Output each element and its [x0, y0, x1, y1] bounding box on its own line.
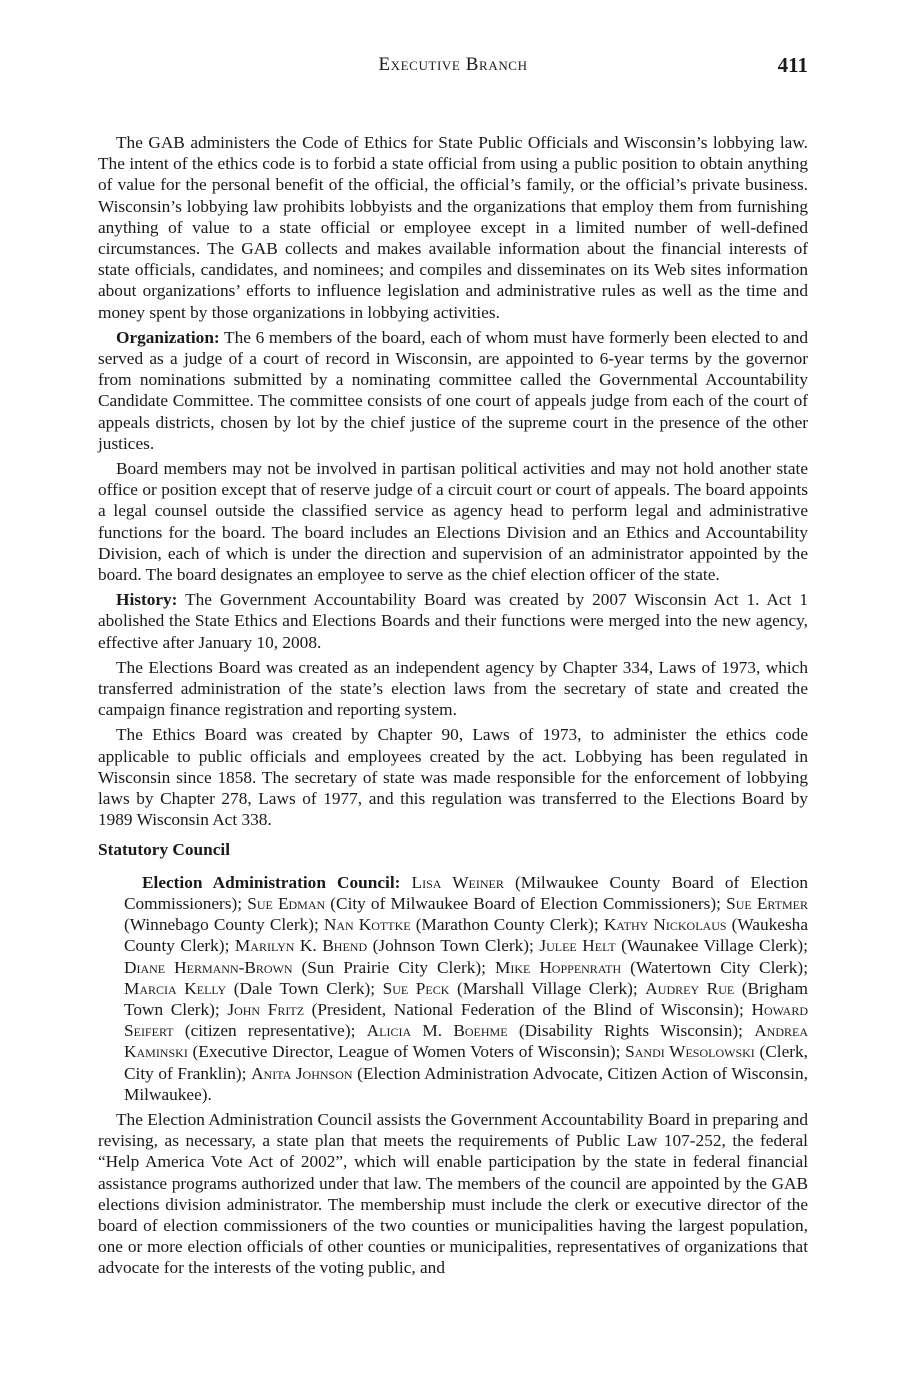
- paragraph-board-members: Board members may not be involved in partisan political activities and may not hold another state office or position except that of reserve judge of a circuit court or court of appeals. The board appoints a legal counsel outside the classified service as agency head to perform legal and administrative functions for the board. The board includes an Elections Division and an Ethics and Accountability Division, each of which is under the direction and supervision of an administrator appointed by the board. The board designates an employee to serve as the chief election officer of the state.: [98, 459, 808, 585]
- paragraph-ethics-board: The Ethics Board was created by Chapter 90, Laws of 1973, to administer the ethics code applicable to public officials and employees created by the act. Lobbying has been regulated in Wisconsin since 1858. The secretary of state was made responsible for the enforcement of lobbying laws by Chapter 278, Laws of 1977, and this regulation was transferred to the Elections Board by 1989 Wisconsin Act 338.: [98, 725, 808, 830]
- council-member-role: (Marathon County Clerk);: [410, 915, 604, 935]
- council-member-name: Lisa Weiner: [411, 872, 504, 892]
- council-member-name: John Fritz: [227, 999, 305, 1019]
- council-member-name: Alicia M. Boehme: [366, 1021, 508, 1041]
- council-member-role: (Dale Town Clerk);: [226, 978, 383, 998]
- council-member-name: Anita Johnson: [251, 1063, 353, 1083]
- council-member-name: Sue Peck: [382, 978, 450, 998]
- council-entry: [98, 872, 808, 1105]
- council-member-name: Mike Hoppenrath: [494, 957, 622, 977]
- council-member-name: Sandi Wesolowski: [625, 1042, 755, 1062]
- council-member-name: Marilyn K. Bhend: [234, 936, 368, 956]
- council-member-role: (Waukesha County Clerk);: [124, 915, 808, 956]
- page-number: 411: [777, 53, 808, 77]
- organization-text: The 6 members of the board, each of whom must have formerly been elected to and served as a judge of a court of record in Wisconsin, are appointed to 6-year terms by the governor from nominations submitted by a nominating committee called the Governmental Accountability Candidate Committee. The committee consists of one court of appeals judge from each of the court of appeals districts, chosen by lot by the chief justice of the supreme court in the presence of the other justices.: [98, 327, 808, 453]
- council-member-role: (City of Milwaukee Board of Election Commissioners);: [325, 893, 727, 913]
- council-member-name: Audrey Rue: [645, 978, 735, 998]
- history-text: The Government Accountability Board was created by 2007 Wisconsin Act 1. Act 1 abolished the State Ethics and Elections Boards and their functions were merged into the new agency, effective after January 10, 2008.: [98, 590, 808, 652]
- council-member-name: Kathy Nickolaus: [603, 915, 727, 935]
- paragraph-organization: [98, 327, 808, 454]
- paragraph-gab-duties: The GAB administers the Code of Ethics for State Public Officials and Wisconsin’s lobbying law. The intent of the ethics code is to forbid a state official from using a public position to obtain anything of value for the personal benefit of the official, the official’s family, or the official’s private business. Wisconsin’s lobbying law prohibits lobbyists and the organizations that employ them from furnishing anything of value to a state official or employee except in a limited number of well-defined circumstances. The GAB collects and makes available information about the financial interests of state officials, candidates, and nominees; and compiles and disseminates on its Web sites information about organizations’ efforts to influence legislation and administrative rules as well as the time and money spent by those organizations in lobbying activities.: [98, 133, 808, 322]
- council-member-name: Julee Helt: [539, 936, 616, 956]
- organization-label: Organization:: [116, 327, 220, 347]
- council-members: [124, 873, 808, 1104]
- council-member-name: Nan Kottke: [323, 915, 411, 935]
- council-member-name: Howard Seifert: [124, 999, 808, 1041]
- council-member-name: Andrea Kaminski: [124, 1021, 808, 1062]
- council-member-role: (Johnson Town Clerk);: [367, 936, 540, 956]
- council-member-role: (Watertown City Clerk);: [621, 957, 808, 977]
- council-member-role: (Executive Director, League of Women Voters of Wisconsin);: [187, 1042, 626, 1062]
- paragraph-elections-board: The Elections Board was created as an independent agency by Chapter 334, Laws of 1973, which transferred administration of the state’s election laws from the secretary of state and created the campaign finance registration and reporting system.: [98, 657, 808, 720]
- paragraph-history: [98, 589, 808, 653]
- council-member-role: (Election Administration Advocate, Citizen Action of Wisconsin, Milwaukee).: [124, 1063, 808, 1104]
- council-member-role: (Marshall Village Clerk);: [449, 978, 646, 998]
- council-member-name: Sue Edman: [247, 893, 326, 913]
- council-member-role: (Sun Prairie City Clerk);: [292, 957, 495, 977]
- council-member-role: (citizen representative);: [173, 1021, 367, 1041]
- running-title: Executive Branch: [378, 54, 528, 75]
- council-member-role: (Clerk, City of Franklin);: [124, 1042, 808, 1083]
- council-member-role: (President, National Federation of the Blind of Wisconsin);: [304, 999, 752, 1019]
- paragraph-council-description: The Election Administration Council assists the Government Accountability Board in preparing and revising, as necessary, a state plan that meets the requirements of Public Law 107-252, the federal “Help America Vote Act of 2002”, which will enable participation by the state in federal financial assistance programs authorized under that law. The members of the council are appointed by the GAB elections division administrator. The membership must include the clerk or executive director of the board of election commissioners of the two counties or municipalities having the largest population, one or more election officials of other counties or municipalities, representatives of organizations that advocate for the interests of the voting public, and: [98, 1109, 808, 1278]
- section-heading: Statutory Council: [98, 839, 231, 859]
- running-head: [98, 54, 808, 82]
- body-text: [98, 132, 808, 1283]
- council-member-role: (Milwaukee County Board of Election Commissioners);: [124, 872, 808, 913]
- council-member-name: Marcia Kelly: [124, 978, 227, 998]
- council-member-name: Sue Ertmer: [726, 893, 808, 913]
- council-member-name: Diane Hermann-Brown: [124, 957, 293, 977]
- council-member-role: (Disability Rights Wisconsin);: [507, 1021, 755, 1041]
- council-member-role: (Winnebago County Clerk);: [124, 915, 324, 935]
- council-label: Election Administration Council:: [142, 872, 401, 892]
- council-member-role: (Brigham Town Clerk);: [124, 978, 808, 1019]
- history-label: History:: [116, 590, 178, 610]
- council-member-role: (Waunakee Village Clerk);: [615, 936, 808, 956]
